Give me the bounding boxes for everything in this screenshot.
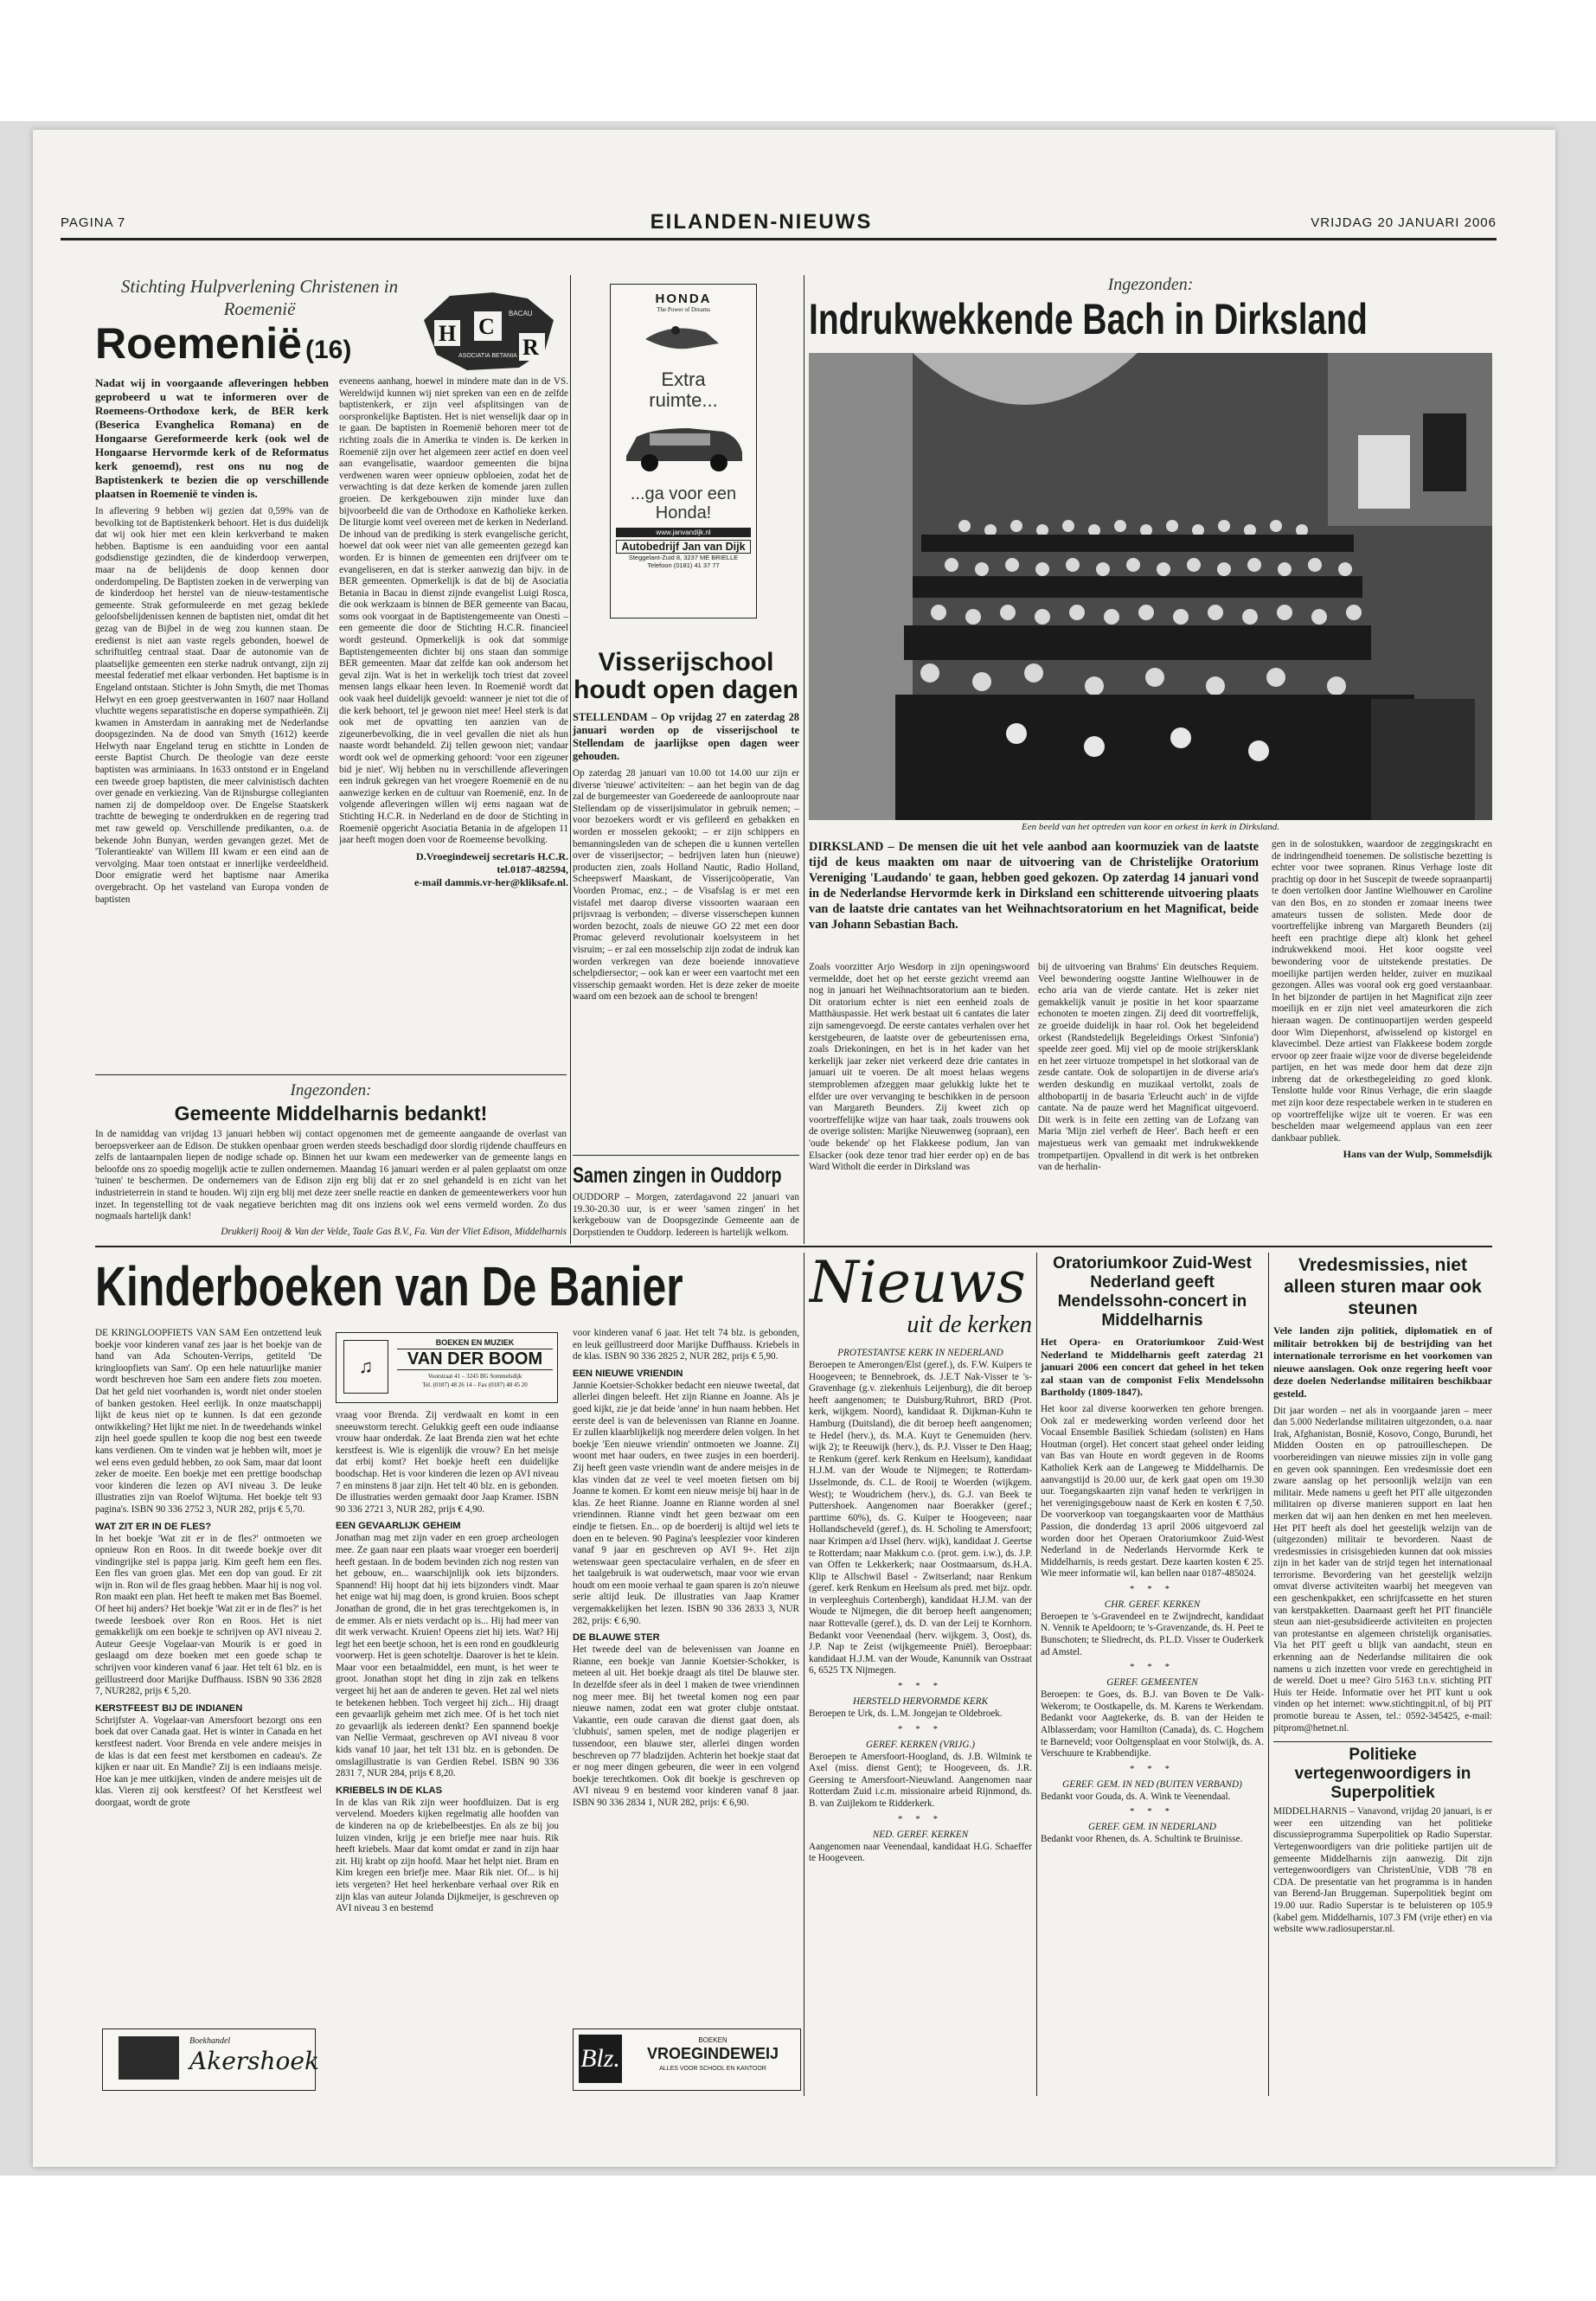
svg-text:H: H xyxy=(439,321,457,346)
honda-text-extra: Extra xyxy=(661,369,706,390)
kerken-hhk-heading: HERSTELD HERVORMDE KERK xyxy=(852,1696,989,1708)
middelharnis-signature: Drukkerij Rooij & Van der Velde, Taale Gas B.V., Fa. Van der Vliet Edison, Middelharnis xyxy=(221,1226,567,1237)
choir-photo-caption: Een beeld van het optreden van koor en orkest in kerk in Dirksland. xyxy=(1021,822,1280,832)
oratorium-ggin-text: Bedankt voor Rhenen, ds. A. Schultink te Bruinisse. xyxy=(1041,1834,1243,1845)
ouddorp-article xyxy=(573,1163,799,1241)
akershoek-illustration xyxy=(119,2036,179,2080)
roemenie-body-2: eveneens aanhang, hoewel in mindere mate dan in de VS. Wereldwijd kunnen wij niet spreken van een en de zelfde baptistenkerk, er zijn veel afsplitsingen van de oorspronkelijke Baptisten. Het is niet wenselijk daar op in te gaan. De baptisten in Roemenië behoren meer tot de richting zoals die in Amerika te vinden is. De kerken in Roemenië zijn over het algemeen zeer actief en doen veel aan evangelisatie, waardoor gemeenten die bijna verdwenen waren weer opnieuw opbloeien, zodat het de verwachting is dat deze kerken de komende jaren zullen groeien. De kerkgebouwen zijn minder luxe dan bijvoorbeeld die van de Orthodoxe en Katholieke kerken. De liturgie komt veel overeen met de kerken in Nederland. De inhoud van de prediking is sterk evangelische gericht, hoewel dat ook weer niet van alle gemeenten gezegd kan worden. Er is binnen de gemeenten een drijfveer om te evangeliseren, en dat is sterker aanwezig dan bijv. in de BER gemeenten. Opmerkelijk is dat de bij de Asociatia Betania in Bacau in dienst zijnde evangelist Luigi Rosca, die ook werkzaam is binnen de BER gemeente van Bacau, soms ook voorgaat in de Baptistengemeente van Onesti – een gemeente die door de Stichting H.C.R. financieel wordt gesteund. Opmerkelijk is ook dat sommige Baptistengemeenten dichter bij ons staan dan sommige BER gemeenten. Maar dat zelfde kan ook andersom het geval zijn. Wat is het in werkelijk toch triest dat zoveel mensen langs elkaar heen leven. In Roemenië wordt dat ook vaak heel duidelijk gevoeld: wanneer je niet tot die of die kerk behoort, tel je gewoon niet mee! Heel sterk is dat ook met de opvatting ten aanzien van de zigeunerbevolking, die in veel gevallen die niet als hun naaste wordt behandeld. Zij tellen gewoon niet; vandaar wordt ook wel de opmerking gehoord: 'voor een zigeuner bid je niet'. Wij hebben nu in verschillende afleveringen een indruk gekregen van het vroegere Roemenië en de nu aanwezige kerken en de cultuur van Roemenië, enz. In de volgende afleveringen willen wij eens nagaan wat de Stichting H.C.R. in Nederland en de door de Stichting in Roemenië opgericht Asociatia Betania in de afgelopen 11 jaar heeft mogen doen voor de Roemeense bevolking. xyxy=(339,376,568,846)
svg-text:C: C xyxy=(478,314,495,339)
banier-fles: In het boekje 'Wat zit er in de fles?' ontmoeten we opnieuw Ron en Roos. In dit tweede boekje over dit vindingrijke stel is pappa jarig. Kim geeft hem een fles. Een fles van groen glas. Met een dop van goud. Er zit wijn in. Ron wil de fles graag hebben. Maar hij is nog vol. Ron maakt een plan. Het heeft te maken met Bas Boemel. Of heet hij anders? Het boekje 'Wat zit er in de fles?' is het tweede leesboek over Ron en Roos. Het is niet gemakkelijk om een boekje te schrijven op AVI niveau 2. Auteur Geesje Vogelaar-van Mourik is er goed in geslaagd om deze boeken met een goede schap te schrijven voor kinderen vanaf 6 jaar. Het telt 61 blz. en is geïllustreerd door Marijke Duffhauss. ISBN 90 336 2828 7, NUR282, prijs € 5,20. xyxy=(95,1533,322,1697)
banier-header xyxy=(95,1254,796,1324)
romania-map-logo xyxy=(415,285,562,376)
van-der-boom-name: VAN DER BOOM xyxy=(397,1349,553,1370)
banier-indianen-heading: KERSTFEEST BIJ DE INDIANEN xyxy=(95,1702,243,1714)
bach-lead-block xyxy=(809,839,1259,952)
bach-body-1: Zoals voorzitter Arjo Wesdorp in zijn openingswoord vermeldde, doet het op het eerste gezicht vreemd aan nog in januari het Weihnachtsoratorium aan te bieden. Dit oratorium echter is niet een eenheid zoals de Matthäuspassie. Het werk bestaat uit 6 cantates die later zijn samengevoegd. De eerste cantates verhalen over het kerstgebeuren, de laatste over de gebeurtenissen erna, zoals Driekoningen, en het is in het kader van het kerkelijk jaar zeker niet verkeerd deze drie cantates in januari uit te voeren. De alt moest helaas wegens stemproblemen afzeggen maar gelukkig lukte het te elfder ure over vervanging te beschikken in de persoon van Margareth Beunders. Zij kweet zich op voortreffelijke wijze van haar taak, zoals trouwens ook de overige solisten: Marijke Nieuwenweg (sopraan), een 'oude bekende' op het Flakkeese podium, Jan van Elsacker (ook deze tenor trad hier eerder op) en de bas Ward Witholt die eerder in Dirksland was xyxy=(809,962,1029,1173)
vroegindeweij-tag: ALLES VOOR SCHOOL EN KANTOOR xyxy=(659,2066,766,2072)
bach-lead: DIRKSLAND – De mensen die uit het vele aanbod aan koormuziek van de laatste tijd de keus maakten om naar de uitvoering van de Christelijke Oratorium Vereniging 'Laudando' te gaan, hebben goed gekozen. Op zaterdag 14 januari vond in de Nederlandse Hervormde kerk in Dirksland een schitterende uitvoering plaats van de laatste drie cantates van het Weihnachtsoratorium en het Magnificat, beide van Johann Sebastian Bach. xyxy=(809,840,1259,932)
svg-text:R: R xyxy=(522,335,539,360)
bach-kicker: Ingezonden: xyxy=(1107,275,1194,294)
kerken-title-1: Nieuws xyxy=(809,1254,1026,1316)
hcr-logo xyxy=(415,285,562,376)
vredesmissies-body: Dit jaar worden – net als in voorgaande jaren – meer dan 5.000 Nederlandse militairen uitgezonden, o.a. naar Irak, Afghanistan, Bosnië, Kosovo, Congo, Burundi, het Midden Oosten en op patrouilleschepen. De voorbereidingen van nieuwe missies zijn in volle gang en geven ook spanningen. Een vredesmissie doet een zware aanslag op het persoonlijk welzijn van een militair. Mede namens u geeft het PIT alle uitgezonden militairen op diverse manieren support en laat hen merken dat wij aan hen denken en met hen meeleven. Het PIT heeft als doel het geestelijk welzijn van de (uitgezonden) militair te bevorderen. Naast de vredesmissies in crisisgebieden kunnen dat ook missies zijn in het kader van de strijd tegen het internationaal terrorisme. Bevordering van het geestelijk welzijn omvat diverse activiteiten waarbij het meegeven van een geschenkpakket, een schrijfcassette en het sturen van kerstpakketten. Daarnaast geeft het PIT financiële steun aan niet-gesubsidieerde activiteiten en projecten van protestantse en algemeen christelijk organisaties. Via het PIT geeft u blijk van aandacht, steun en erkenning aan de Nederlandse militairen die ook namens u zich inzetten voor vrede en gerechtigheid in de wereld. Doet u mee? Giro 5163 t.n.v. stichting PIT Huis ter Heide. Informatie over het PIT kunt u ook vinden op het internet: www.stichtingpit.nl, of bij PIT promotie bureau te Assen, tel.: 0592-345425, e-mail: pitprom@hetnet.nl. xyxy=(1273,1405,1492,1734)
banier-ster-heading: DE BLAUWE STER xyxy=(573,1632,660,1644)
divider-stars: * * * xyxy=(1130,1662,1175,1673)
kerken-pkn-heading: PROTESTANTSE KERK IN NEDERLAND xyxy=(837,1348,1003,1358)
masthead xyxy=(61,212,1497,240)
bach-col-3 xyxy=(1272,839,1492,1237)
surfer-image xyxy=(611,313,756,365)
kerken-ngk-heading: NED. GEREF. KERKEN xyxy=(872,1829,969,1840)
roemenie-signature-email: e-mail dammis.vr-her@kliksafe.nl. xyxy=(413,875,568,888)
vredesmissies-lead: Vele landen zijn politiek, diplomatiek en of militair betrokken bij de bestrijding van het internationale terrorisme en het voorkomen van nieuwe aanslagen. Ook onze regering heeft voor deze doelen Nederlandse militairen beschikbaar gesteld. xyxy=(1273,1324,1492,1400)
banier-vriendin-heading: EEN NIEUWE VRIENDIN xyxy=(573,1368,683,1379)
vredesmissies-title: Vredesmissies, niet alleen sturen maar ook steunen xyxy=(1284,1255,1482,1318)
honda-tagline: The Power of Dreams xyxy=(657,306,710,313)
honda-url[interactable]: www.janvandijk.nl xyxy=(616,528,751,537)
oratorium-title: Oratoriumkoor Zuid-West Nederland geeft Mendelssohn-concert in Middelharnis xyxy=(1053,1254,1252,1330)
kerken-vrijg-text: Beroepen te Amersfoort-Hoogland, ds. J.B. Wilmink te Axel (miss. dienst Gent); te Hoogeveen, ds. J.R. Geersing te Amersfoort-Nieuwland. Aangenomen naar Rotterdam Zuid i.c.m. missionaire arbeid Rijnmond, ds. B. van Zuijlekom te Ridderkerk. xyxy=(809,1751,1032,1809)
oratorium-ggin-heading: GEREF. GEM. IN NEDERLAND xyxy=(1087,1822,1216,1833)
rule xyxy=(1273,1741,1492,1742)
banier-geheim: Jonathan mag met zijn vader en een groep archeologen mee. Ze gaan naar een plaats waar vroeger een boerderij heeft gestaan. In de bodem bevinden zich nog resten van het gebouw, en... waarschijnlijk ook iets bijzonders. Spannend! Hij hoopt dat hij iets bijzonders vindt. Maar het enige wat hij mag doen, is grond kruien. Boos schept Jonathan de grond, die in het gras terechtgekomen is, in de emmer. Als er niets verdacht op is... Hij had meer van dit werk verwacht. Kruien! Opeens ziet hij iets. Wat? Hij legt het een beetje schoon, het is een rond en goudkleurig voorwerp. Het is geen schoteltje. Daarover is het te klein. Maar voor een betaalmiddel, een munt, is het weer te groot. Jonathan stopt het ding in zijn zak en telkens vergeet hij het aan de anderen te geven. Het zal wel niets te betekenen hebben. Toch vergeet hij zich... Hij draagt een gevaarlijk geheim met zich mee. Of is het toch niet zo gevaarlijk als iedereen denkt? Een spannend boekje van Nellie Vermaat, geschreven op AVI niveau 8 voor kids vanaf 10 jaar, het telt 131 blz. en is gebonden. De omslagillustratie is van Gerdien Rebel. ISBN 90 336 2831 7, NUR 284, prijs € 8,20. xyxy=(336,1533,559,1779)
kerken-ngk-text: Aangenomen naar Veenendaal, kandidaat H.G. Schaeffer te Hoogeveen. xyxy=(809,1841,1032,1864)
van-der-boom-category: BOEKEN EN MUZIEK xyxy=(435,1338,515,1347)
middelharnis-body: In de namiddag van vrijdag 13 januari hebben wij contact opgenomen met de gemeente aangaande de overlast van beroepsverkeer aan de Edison. De stukken openbaar groen werden steeds beschadigd door slordig rijdende chauffeurs en zelfs de lantaarnpalen liepen de nodige schade op. Binnen het uur kwam een medewerker van de gemeente langs en beloofde ons zo spoedig mogelijk actie te zullen ondernemen. Maandag 16 januari werden er al palen geplaatst om onze 'tuinen' te beschermen. De ondernemers van de Edison zijn erg blij dat er zo snel gehandeld is en zicht van het industrieterrein in stand te houden. Wij zijn erg blij met deze zeer snelle reactie en danken de gemeentewerkers voor hun inzet. In tegenstelling tot de vaak negatieve berichten mag dit ons inziens ook wel eens vermeld worden. Zo dus nogmaals hartelijk dank! xyxy=(95,1129,567,1222)
banier-ster: Het tweede deel van de belevenissen van Joanne en Rianne, een boekje van Jannie Koetsier-Schokker, is meteen al uit. Het boekje draagt als titel De blauwe ster. In dezelfde sfeer als in deel 1 maken de twee vriendinnen nog meer mee. Bij het tweetal komen nog een paar nieuwe namen, zodat een wat groter clubje ontstaat. Vakantie, een oude caravan die dienst gaat doen, als 'clubhuis', samen spelen, met de nodige plagerijen er tussendoor, een blauwe ster, allerlei dingen worden beschreven op 77 bladzijden. Achterin het boekje staat dat er nog meer dingen gebeuren, die weer in een volgend boekje terechtkomen. Ook dit boekje is geschreven op AVI niveau 9 en bestemd voor kinderen vanaf 8 jaar. ISBN 90 336 2834 1, NUR 282, prijs: € 6,90. xyxy=(573,1644,799,1808)
visserij-title-1: Visserijschool xyxy=(598,649,774,676)
roemenie-signature-name: D.Vroegindeweij secretaris H.C.R. xyxy=(416,849,568,862)
honda-text-ga-voor: ...ga voor een xyxy=(630,484,737,503)
superpolitiek-body: MIDDELHARNIS – Vanavond, vrijdag 20 januari, is er weer een uitzending van het politieke discussieprogramma Superpolitiek op Radio Superstar. Vertegenwoordigers van drie politieke partijen uit de gemeente Middelharnis zijn aanwezig. Dit zijn vertegenwoordigers van ChristenUnie, VDB '78 en CDA. De presentatie van het programma is in handen van Berend-Jan Bruggeman. Superpolitiek begint om 19.00 uur. Radio Superstar is te beluisteren op 105.9 (kabel gem. Middelharnis, 107.3 FM (vrije ether) en via website www.radiosuperstar.nl. xyxy=(1273,1806,1492,1935)
roemenie-body-1: In aflevering 9 hebben wij gezien dat 0,59% van de bevolking tot de Baptistenkerk behoort. Het is dus duidelijk dat wij ook hier met een klein kerkverband te maken hebben. Baptisme is een aanduiding voor een aantal godsdienstige gezindten, die de kinderdoop verwerpen, maar na de belijdenis de doop kennen door onderdompeling. De Baptisten zoeken in de verwerping van de kinderdoop het herstel van de nieuw-testamentische gemeente. Strak geformuleerde en met gezag beklede geloofsbelijdenissen kennen de baptisten niet, omdat dit het gezag van de Bijbel in de weg zou kunnen staan. De eredienst is niet aan vaste regels gebonden, hoewel de schriftuitleg centraal staat. Daar de autonomie van de plaatselijke gemeenten een sterke nadruk ontvangt, zijn zij meestal federatief met elkaar verbonden. Het baptisme is in Engeland ontstaan. Stichter is John Smyth, die met Thomas Helwyt en een groep geestverwanten in 1607 naar Holland vluchtte wegens separatistische en doperse sympathieën. Zij kwamen in Amsterdam in aanraking met de Nederlandse doopsgezinden. Na de dood van Smyth (1612) keerde Helwyth naar Engeland terug en stichtte in Londen de eerste Baptist Church. De theologie van deze eerste baptisten was arminiaans. In 1633 ontstond er in Engeland een tweede groep baptisten, die meer calvinistisch dachten over genade en verkiezing. Van de Rijnsburgse collegianten namen zij de dompeldoop over. De Engelse Staatskerk trachtte de beweging te onderdrukken en de regering trad met raw geweld op. Verschillende predikanten, o.a. de bekende John Bunyan, werden gevangen gezet. Met de 'Tolerantieakte' van Willem III kwam er een eind aan de vervolging. Maar toen ontstaat er innerlijke verdeeldheid. Door emigratie werd het baptisme naar Amerika overgebracht. Op het vasteland van Europa vonden de baptisten xyxy=(95,506,329,905)
kerken-pkn-text: Beroepen te Amerongen/Elst (geref.), ds. F.W. Kuipers te Hoogeveen; te Bennebroek, ds. J.E.T Nak-Visser te 's-Gravenhage (g.v. ziekenhuis Leijenburg), die dit beroep heeft aangenomen; te Duisburg/Ruhrort, BRD (Prot. kerk, wijkgem. Noord), kandidaat R. Dijkman-Kuhn te Hamburg (Duitsland), die dit beroep heeft aangenomen; te Hedel (herv.), ds. M.A. Kuyt te Genemuiden (herv. wijk 2); te Reeuwijk (herv.), ds. P.J. Visser te Den Haag; te Renkum (geref. kerk Renkum en Heelsum), kandidaat H.J.M. van der Woude te Nijmegen; te Rotterdam-IJsselmonde, ds. C.L. de Rooij te Woerden (wijkgem. West); te Woudrichem (herv.), ds. G.J. van Beek te Puttershoek. Aangenomen naar Boerakker (geref.; parttime 60%), ds. G. Kuiper te Hoogeveen; naar Hollandscheveld (geref.), ds. H. Scholing te Amersfoort; naar Krimpen a/d IJssel (herv. wijk), kandidaat J. Geertse te Rotterdam; naar Makkum c.o. (prot. gem. i.w.), ds. J.P. van Offen te Lekkerkerk; naar Oostmaarsum, ds.H.A. Klip te Allschwil Basel - Zwitserland; naar Renkum (geref. kerk Renkum en Heelsum als pred. met bijz. opdr. in verpleeghuis Cortenbergh), kandidaat H.J.M. van der Woude te Nijmegen, die dit beroep heeft aangenomen; naar Rottevalle (geref.), ds. D. van der Leij te Kornhorn. Bedankt voor Veenendaal (herv. wijkgem. 3, Oost), ds. J.P. Nap te Zeist (wijkgemeente Pniël). Beroepbaar: kandidaat H.J.M. van der Woude, Kanunnik van Osstraat 6, 6525 TX Nijmegen. xyxy=(809,1360,1032,1676)
rule xyxy=(573,1155,799,1156)
bach-title: Indrukwekkende Bach in Dirksland xyxy=(809,295,1368,343)
middelharnis-article xyxy=(95,1081,567,1237)
bach-col-1 xyxy=(809,962,1029,1239)
banier-kriebels: In de klas van Rik zijn weer hoofdluizen. Dat is erg vervelend. Moeders kijken regelmatig alle hoofden van de kinderen na op de kriebelbeestjes. En als ze bij jou luizen vinden, krijg je een briefje mee naar huis. Rik heeft kriebels. Maar dat komt omdat er zand in zijn haar zit. Hij krabt op zijn hoofd. Maar het helpt niet. Bram en Kim kregen een briefje mee. Maar Rik niet. Of... is hij iets vergeten? Het heel herkenbare verhaal over Rik en zijn klas van auteur Jolanda Dijkmeijer, is geschreven op AVI niveau 3 en bestemd xyxy=(336,1797,559,1914)
divider-stars: * * * xyxy=(1130,1763,1175,1774)
van-der-boom-ad xyxy=(336,1332,558,1403)
banier-title: Kinderboeken van De Banier xyxy=(95,1255,683,1317)
bach-body-3: gen in de solostukken, waardoor de zeggingskracht en de indringendheid toenemen. De solistische bezetting is echter voor twee sopranen. Rinus Verhage loste dit prachtig op door in het Suscepit de tweede sopraanpartij te doen vertolken door Jantine Wielhouwer en Caroline van den Bos, en zo stonden er zomaar ineens twee amateurs tussen de solisten. Mede door de voortreffelijke inbreng van Margareth Beunders (zij heeft een prachtige diepe alt) klonk het geheel indrukwekkend mooi. Het koor oogstte veel bewondering voor de uitstekende prestaties. De moeilijke partijen werden helder, zuiver en muzikaal gezongen. Alles was vooral ook erg goed verstaanbaar. In het bijzonder de partijen in het Magnificat zijn zeer moeilijk en er zijn niet veel amateurkoren die zich hieraan wagen. De continuopartijen werden gespeeld door Wim Diepenhorst, afwisselend op kistorgel en klavecimbel. Deze artiest van Flakkeese bodem zorgde ervoor op zeer fraaie wijze voor de diverse begeleidende partijen, en het was mede door hem dat deze zijn inbreng dat de orkestbegeleiding zo goed klonk. Tenslotte hulde voor Rinus Verhage, die erin slaagde met zijn koor deze respectabele werken in te studeren en op voortreffelijke wijze uit te voeren. Er was een beschelden maar welgemeend applaus van een zeer dankbaar publiek. xyxy=(1272,839,1492,1144)
banier-col-1 xyxy=(95,1328,322,2020)
logo-asociatia-label: ASOCIATIA BETANIA xyxy=(458,353,517,359)
akershoek-sub: Boekhandel xyxy=(189,2036,231,2046)
column-rule xyxy=(1268,1253,1269,2096)
banier-indianen: Schrijfster A. Vogelaar-van Amersfoort bezorgt ons een boek dat over Canada gaat. Het is winter in Canada en het kerstfeest nadert. Voor Brenda en vele andere meisjes in de klas is dat een feest met kerstbomen en cadeau's. Ze kijken er naar uit. En Mandie? Zij is een indiaans meisje. Hoe kan je mee uitkijken, vinden de andere meisjes uit de klas. Vieren zij ook kerstfeest? Of het Kerstfeest wel doorgaat, wordt de grote xyxy=(95,1715,322,1808)
ouddorp-title: Samen zingen in Ouddorp xyxy=(573,1163,782,1188)
vroegindeweij-sub: BOEKEN xyxy=(698,2036,727,2044)
oratorium-cgk-heading: CHR. GEREF. KERKEN xyxy=(1104,1599,1201,1610)
superpolitiek-title: Politieke vertegenwoordigers in Superpolitiek xyxy=(1294,1746,1471,1803)
oratorium-ggibv-text: Bedankt voor Gouda, ds. A. Wink te Veenendaal. xyxy=(1041,1791,1231,1802)
honda-phone: Telefoon (0181) 41 37 77 xyxy=(647,561,720,569)
divider-stars: * * * xyxy=(898,1813,943,1824)
honda-text-honda: Honda! xyxy=(655,503,712,522)
page-number: PAGINA 7 xyxy=(61,215,126,230)
section-divider xyxy=(95,1246,1492,1247)
visserij-article xyxy=(573,649,799,1150)
vroegindeweij-ad xyxy=(573,2029,801,2091)
roemenie-lead: Nadat wij in voorgaande afleveringen hebben geprobeerd u wat te informeren over de Roemeens-Orthodoxe kerk, de BER kerk (Beserica Evanghelica Romana) en de Hongaarse Gereformeerde kerk (ook wel de Hongaarse Hervormde kerk of de Reformatus kerk genoemd), rest ons nu nog de Baptistenkerk te bezien die op verschillende plaatsen in Roemenië te vinden is. xyxy=(95,376,329,500)
bach-signature: Hans van der Wulp, Sommelsdijk xyxy=(1343,1148,1492,1161)
akershoek-name: Akershoek xyxy=(189,2047,319,2075)
van-der-boom-phone: Tel. (0187) 48 26 14 – Fax (0187) 48 45 20 xyxy=(422,1381,528,1388)
banier-col-3 xyxy=(573,1328,799,2011)
oratorium-column xyxy=(1041,1254,1264,2093)
roemenie-number: (16) xyxy=(304,336,352,364)
banier-vriendin: Jannie Koetsier-Schokker bedacht een nieuwe tweetal, dat allerlei dingen beleeft. Het zijn Rianne en Joanne. Als je goed kijkt, zie je dat beide 'anne' in hun naam hebben. Het eerste deel is van de belevenissen van Rianne en Joanne. Er zullen klaarblijkelijk nog meerdere delen volgen. In het boekje 'Een nieuwe vriendin' ontmoeten we Joanne. Zij woont met haar ouders, en twee zusjes in een boerderij. Zij heeft geen vaste vriendin want de andere meisjes in de klas vinden dat ze veel te veel moeten fietsen om bij Joanne te komen. Er komt een nieuw meisje bij haar in de klas. Ze heet Rianne. Joanne en Rianne worden al snel vriendinnen. Rianne vindt het geen bezwaar om een eindje te fietsen. En... op de boerderij is altijd wel iets te doen en te beleven. 90 Pagina's leesplezier voor kinderen vanaf 9 jaar en geschreven op AVI 9+. Het zijn wetenswaar geen spectaculaire verhalen, en de sfeer en het taalgebruik is wat ouderwetsch, maar voor wie ervan houdt om een mooie verhaal te gaan sparen is zo'n nieuwe serie altijd leuk. De illustraties van Jaap Kramer vergemakkelijken het lezen. ISBN 90 336 2833 3, NUR 282, prijs: € 6,90. xyxy=(573,1380,799,1626)
roemenie-signature-phone: tel.0187-482594, xyxy=(497,862,568,875)
honda-logo: HONDA xyxy=(655,292,712,306)
honda-ad xyxy=(610,284,757,619)
kerken-column xyxy=(809,1343,1032,2095)
honda-address: Steggelant-Zuid 8, 3237 ME BRIELLE xyxy=(628,554,739,561)
photo-illustration xyxy=(809,353,1492,820)
column-rule xyxy=(1036,1253,1037,2096)
visserij-lead: STELLENDAM – Op vrijdag 27 en zaterdag 28 januari worden op de visserijschool te Stellendam de jaarlijkse open dagen weer gehouden. xyxy=(573,711,799,762)
roemenie-title: Roemenië xyxy=(95,319,302,368)
kerken-hhk-text: Beroepen te Urk, ds. L.M. Jongejan te Oldebroek. xyxy=(809,1708,1003,1720)
divider-stars: * * * xyxy=(1130,1806,1175,1817)
divider-stars: * * * xyxy=(898,1723,943,1734)
issue-date: VRIJDAG 20 JANUARI 2006 xyxy=(1311,215,1497,230)
newspaper-brand: EILANDEN-NIEUWS xyxy=(650,210,873,234)
oratorium-body: Het koor zal diverse koorwerken ten gehore brengen. Ook zal er medewerking worden verleend door het Vocaal Ensemble Basiliek Schiedam (solisten) en Hans Houtman (orgel). Het concert staat geheel onder leiding van Bas van Houte en wordt gegeven in de Rooms Katholiek Kerk aan de Langeweg te Middelharnis. De aanvangstijd is 20.00 uur, de kerk gaat open om 19.30 uur. Toegangskaarten zijn vanaf heden te verkrijgen in het verenigingsgebouw naast de Kerk en kosten € 7,50. De voorverkoop van toegangskaarten voor de Matthäus Passion, die donderdag 13 april 2006 uitgevoerd zal worden door het Operaen Oratoriumkoor Zuid-West Nederland in de Nederlands Hervormde Kerk te Middelharnis, is reeds gestart. Deze kaarten kosten € 25. Wie meer informatie wil, kan bellen naar 0187-485024. xyxy=(1041,1403,1264,1580)
bach-col-2 xyxy=(1038,962,1259,1239)
honda-car-image xyxy=(611,411,756,480)
divider-stars: * * * xyxy=(1130,1583,1175,1594)
banier-indianen-cont: vraag voor Brenda. Zij verdwaalt en komt in een sneeuwstorm terecht. Gelukkig geeft een oude indiaanse vrouw haar onderdak. Ze laat Brenda zien wat het echte kerstfeest is. Wie is eigenlijk die vrouw? En het meisje dat erbij komt? Het boekje heeft een duidelijke boodschap. Het is voor kinderen die lezen op AVI niveau 7 en minstens 8 jaar zijn. Het telt 40 blz. en is gebonden. De illustraties werden gemaakt door Jaap Kramer. ISBN 90 336 2721 3, NUR 282, prijs € 4,90. xyxy=(336,1410,559,1515)
visserij-body: Op zaterdag 28 januari van 10.00 tot 14.00 uur zijn er diverse 'nieuwe' activiteiten: – aan het begin van de dag zal de burgemeester van Goedereede de aanlooproute naar Stellendam op de visserijsimulator in gebruik nemen; – voor bezoekers wordt er vis gefileerd en gebakken en worden er mosselen gekookt; – er zijn schippers en bemanningsleden van de schepen die u kunnen vertellen over de visserijsector; – bedrijven laten hun (nieuwe) producten zien, zoals Holland Nautic, Radio Holland, Scheepswerf Maaskant, de Visserijcoöperatie, Van Voorden Promac, enz.; – de Visafslag is er met een vistafel met daarop diverse vissoorten waaraan een prijsvraag is verbonden; – diverse visserschepen kunnen worden bezocht, zoals de nieuwe GO 22 met een door Promac geleverd revolutionair koelsysteem in het visruim; – er zal een mosselschip zijn zodat de indruk kan worden verkregen van deze boeiende innovatieve schelpdiersector; – ook kan er weer een vaartocht met een visserschip gemaakt worden. Het is deze zeker de moeite waard om een bezoek aan de school te brengen! xyxy=(573,768,799,1003)
divider-stars: * * * xyxy=(898,1681,943,1692)
kerken-vrijg-heading: GEREF. KERKEN (VRIJG.) xyxy=(866,1739,975,1750)
choir-orchestra-photo xyxy=(809,353,1492,820)
kerken-header xyxy=(809,1254,1032,1332)
honda-dealer: Autobedrijf Jan van Dijk xyxy=(616,540,751,554)
akershoek-ad xyxy=(102,2029,319,2091)
banier-col-2 xyxy=(336,1410,559,2093)
banier-kriebels-cont: voor kinderen vanaf 6 jaar. Het telt 74 blz. is gebonden, en leuk geïllustreerd door Marijke Duffhauss. Kriebels in de klas. ISBN 90 336 2825 2, NUR 282, prijs € 5,90. xyxy=(573,1328,799,1362)
banier-kriebels-heading: KRIEBELS IN DE KLAS xyxy=(336,1785,443,1796)
bach-body-2: bij de uitvoering van Brahms' Ein deutsches Requiem. Veel bewondering oogstte Jantine Wielhouwer in de echo aria van de vierde cantate. Het is zeker niet gemakkelijk vanuit je positie in het koor spaarzame echonoten te moeten zingen. Zij deed dit voortreffelijk, ze groeide duidelijk in haar rol. Ook het begeleidend orkest (Randstedelijk Begeleidings Orkest 'Sinfonia') speelde zeer goed. Mij viel op de mooie strijkersklank en het zeer virtuoze trompetspel in het slotkoraal van de zesde cantate. Ook de solopartijen in de diverse aria's werden deskundig en muzikaal vertolkt, zoals de althobopartij in de basaria 'Erleucht auch' in de vijfde cantate. Na de pauze werd het Magnificat uitgevoerd. Dit werk is in feite een zetting van de Lofzang van Maria 'Mijn ziel verheft de Heer'. Bach heeft er een majestueus werk van gemaakt met indrukwekkende trompetpartijen. Opvallend in dit werk is het ontbreken van de herhalin- xyxy=(1038,962,1259,1173)
roemenie-kicker: Stichting Hulpverlening Christenen in Roemenië xyxy=(120,276,399,319)
oratorium-gg-text: Beroepen: te Goes, ds. B.J. van Boven te De Valk-Wekerom; te Oostkapelle, ds. M. Karens te Werkendam. Bedankt voor Aagtekerke, ds. B. van der Heiden te Alblasserdam; voor Hamilton (Canada), ds. C. Hogchem te Barneveld; voor Ooltgensplaat en voor Stolwijk, ds. A. Verschuure te Krabbendijke. xyxy=(1041,1689,1264,1759)
banier-sam: DE KRINGLOOPFIETS VAN SAM Een ontzettend leuk boekje voor kinderen vanaf zes jaar is het boekje van de hand van Ada Schouten-Verrips, getiteld 'De kringloopfiets van Sam'. Op een hele natuurlijke manier wordt beschreven hoe Sam een andere fiets zou moeten. Dat het geld niet voorhanden is, wordt niet onder stoelen of banken gestoken. Heel eerlijk. In onze maatschappij lijkt de keus niet op te kunnen. Is dat een gezonde ontwikkeling? Het lijkt me niet. In de tweedehands winkel zijn heel goede spullen te koop die nog best een tweede kans verdienen. Om te vinden wat je hebben wilt, moet je wel eens even geduld hebben, zo ook Sam, maar dat loont zeker de moeite. Een boekje met een prettige boodschap voor kinderen die lezen op AVI niveau 3. De leuke illustraties zijn van Roelof Wijtuma. Het boekje telt 93 pagina's. ISBN 90 336 2752 3, NUR 282, prijs € 5,70. xyxy=(95,1328,322,1515)
logo-bacau-label: BACAU xyxy=(509,310,533,317)
honda-text-ruimte: ruimte... xyxy=(649,389,718,411)
vroegindeweij-name: VROEGINDEWEIJ xyxy=(646,2045,779,2062)
ouddorp-body: OUDDORP – Morgen, zaterdagavond 22 januari van 19.30-20.30 uur, is er weer 'samen zingen' in het kerkgebouw van de Doopsgezinde Gemeente aan de Dorpstienden te Ouddorp. Iedereen is hartelijk welkom. xyxy=(573,1192,799,1238)
visserij-title-2: houdt open dagen xyxy=(574,676,798,704)
vredesmissies-column xyxy=(1273,1254,1492,2093)
roemenie-title-block xyxy=(95,318,424,370)
van-der-boom-address: Voorstraat 41 – 3245 BG Sommelsdijk xyxy=(427,1373,522,1380)
oratorium-ggibv-heading: GEREF. GEM. IN NED (BUITEN VERBAND) xyxy=(1062,1779,1242,1790)
oratorium-lead: Het Opera- en Oratoriumkoor Zuid-West Nederland te Middelharnis geeft zaterdag 21 januari 2006 een concert dat geheel in het teken zal staan van de componist Felix Mendelssohn Bartholdy (1809-1847). xyxy=(1041,1336,1264,1399)
bach-header xyxy=(809,275,1492,353)
banier-fles-heading: WAT ZIT ER IN DE FLES? xyxy=(95,1521,212,1532)
oratorium-cgk-text: Beroepen te 's-Gravendeel en te Zwijndrecht, kandidaat N. Vennik te Apeldoorn; te 's-Gravenzande, ds. H. Peet te Bunschoten; te Sliedrecht, ds. P.L.D. Visser te Ouderkerk ad Amstel. xyxy=(1041,1611,1264,1657)
blz-logo: Blz. xyxy=(579,2035,622,2083)
rule xyxy=(95,1074,567,1075)
column-rule xyxy=(570,275,571,1244)
kerken-title-2: uit de kerken xyxy=(809,1311,1032,1332)
middelharnis-kicker: Ingezonden: xyxy=(290,1081,372,1099)
middelharnis-title: Gemeente Middelharnis bedankt! xyxy=(174,1102,488,1125)
book-icon: ♫ xyxy=(343,1340,388,1394)
banier-geheim-heading: EEN GEVAARLIJK GEHEIM xyxy=(336,1521,461,1532)
oratorium-gg-heading: GEREF. GEMEENTEN xyxy=(1106,1677,1198,1689)
